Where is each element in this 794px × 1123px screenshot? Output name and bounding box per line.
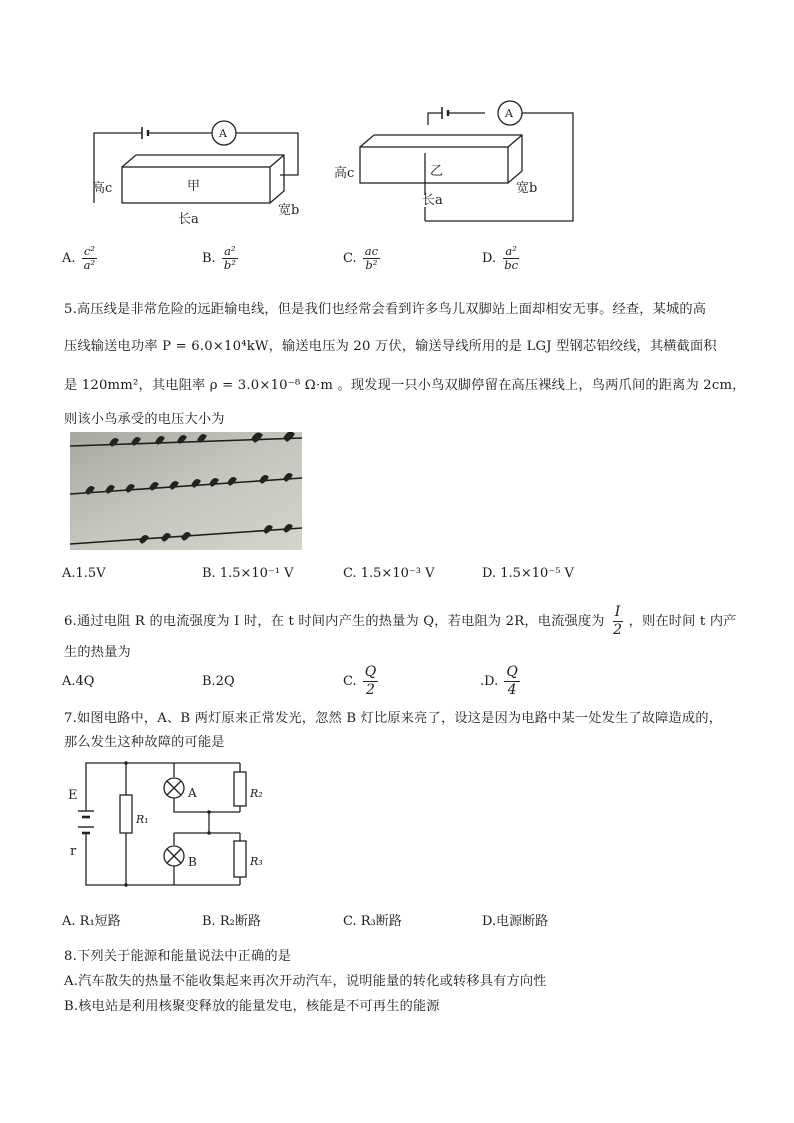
r2-label: R₂ (250, 787, 263, 800)
lamp-a-label: A (188, 786, 197, 800)
r1-label: R₁ (136, 813, 149, 826)
ammeter-symbol-left: A (219, 127, 227, 140)
q4-option-c-fraction: $\frac{ac}{\text{b²}}$ (364, 244, 379, 272)
q5-line-4: 则该小鸟承受的电压大小为 (64, 412, 225, 427)
q4-option-b[interactable]: B. $\frac{\text{a²}}{\text{b²}}$ (202, 244, 236, 272)
q8-stem: 8.下列关于能源和能量说法中正确的是 (64, 949, 292, 964)
block-label-yi: 乙 (430, 164, 444, 179)
q7-option-a[interactable]: A. R₁短路 (62, 914, 121, 929)
q6-option-c-fraction: $\frac{Q}{2}$ (364, 664, 377, 698)
q6-option-b[interactable]: B.2Q (202, 674, 235, 689)
q6-option-c[interactable]: C. $\frac{Q}{2}$ (343, 664, 377, 698)
q4-option-a[interactable]: A. $\frac{\text{c²}}{\text{a²}}$ (62, 244, 96, 272)
q6-current-fraction: $\frac{I}{2}$ (613, 604, 623, 638)
q5-option-c[interactable]: C. 1.5×10⁻³ V (343, 566, 435, 581)
conductor-blocks-figure (80, 95, 600, 230)
r3-label: R₃ (250, 855, 263, 868)
birds-on-wire-photo (70, 432, 302, 550)
q7-option-c[interactable]: C. R₃断路 (343, 914, 402, 929)
ammeter-symbol-right: A (505, 107, 513, 120)
q7-option-b[interactable]: B. R₂断路 (202, 914, 261, 929)
internal-resistance-label: r (70, 844, 77, 859)
q8-option-b[interactable]: B.核电站是利用核聚变释放的能量发电，核能是不可再生的能源 (64, 999, 440, 1014)
right-length-label: 长a (422, 193, 443, 208)
q4-option-c[interactable]: C. $\frac{ac}{\text{b²}}$ (343, 244, 379, 272)
emf-label: E (68, 788, 78, 803)
left-height-label: 高c (92, 181, 113, 196)
q4-option-d-fraction: $\frac{\text{a²}}{bc}$ (504, 244, 519, 272)
q4-option-b-fraction: $\frac{\text{a²}}{\text{b²}}$ (223, 244, 236, 272)
q5-line-3: 是 120mm²，其电阻率 ρ = 3.0×10⁻⁸ Ω·m 。现发现一只小鸟双脚停留在高压裸线上，鸟两爪间的距离为 2cm， (64, 378, 746, 393)
q6-option-d-fraction: $\frac{Q}{4}$ (506, 664, 518, 698)
q5-option-a[interactable]: A.1.5V (62, 566, 106, 581)
q7-line-1: 7.如图电路中，A、B 两灯原来正常发光，忽然 B 灯比原来亮了，设这是因为电路中某一处发生了故障造成的， (64, 711, 723, 726)
q7-option-d[interactable]: D.电源断路 (482, 914, 549, 929)
q5-line-1: 5.高压线是非常危险的远距输电线，但是我们也经常会看到许多鸟儿双脚站上面却相安无事。经查，某城的高 (64, 302, 707, 317)
right-height-label: 高c (334, 166, 355, 181)
q5-line-2: 压线输送电功率 P = 6.0×10⁴kW，输送电压为 20 万伏，输送导线所用的是 LGJ 型钢芯铝绞线，其横截面积 (64, 339, 717, 354)
q6-option-a[interactable]: A.4Q (62, 674, 95, 689)
q4-option-d[interactable]: D. $\frac{\text{a²}}{bc}$ (482, 244, 519, 272)
q6-line-1: 6.通过电阻 R 的电流强度为 I 时，在 t 时间内产生的热量为 Q，若电阻为 2R，电流强度为 $\frac{I}{2}$ ，则在时间 t 内产 (64, 604, 737, 638)
left-length-label: 长a (178, 212, 199, 227)
q6-line-2: 生的热量为 (64, 645, 131, 660)
lamp-b-label: B (188, 855, 197, 869)
left-width-label: 宽b (278, 203, 300, 218)
q8-option-a[interactable]: A.汽车散失的热量不能收集起来再次开动汽车，说明能量的转化或转移具有方向性 (64, 974, 547, 989)
block-label-jia: 甲 (187, 179, 201, 194)
right-width-label: 宽b (516, 181, 538, 196)
q5-option-b[interactable]: B. 1.5×10⁻¹ V (202, 566, 294, 581)
q6-option-d[interactable]: .D. $\frac{Q}{4}$ (480, 664, 518, 698)
q5-option-d[interactable]: D. 1.5×10⁻⁵ V (482, 566, 574, 581)
q7-line-2: 那么发生这种故障的可能是 (64, 735, 225, 750)
q7-circuit-diagram (64, 757, 264, 892)
q4-option-a-fraction: $\frac{\text{c²}}{\text{a²}}$ (83, 244, 96, 272)
